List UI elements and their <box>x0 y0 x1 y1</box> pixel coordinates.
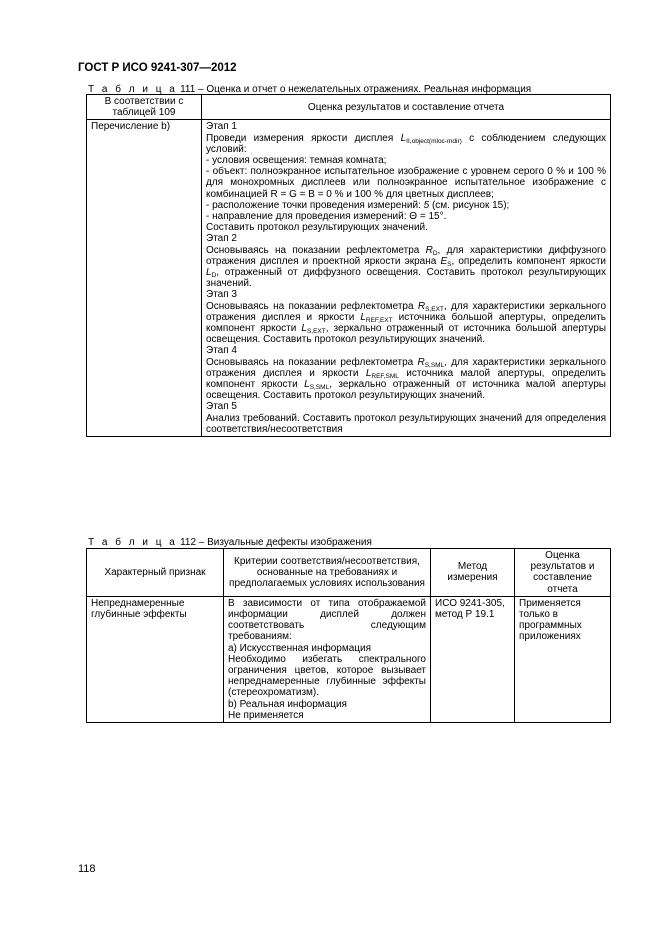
stage-5-title: Этап 5 <box>206 401 237 413</box>
feature-cell: Непреднамеренные глубинные эффекты <box>87 596 224 722</box>
stage-4-title: Этап 4 <box>206 345 237 357</box>
condition-lighting: - условия освещения: темная комната; <box>206 155 387 167</box>
table-header-row <box>87 549 611 597</box>
col-header-assessment: Оценка результатов и составление отчета <box>515 549 611 597</box>
criteria-a-text: Необходимо избегать спектрального ограничения цветов, которое вызывает непреднамеренные глубинные эффекты (стереохроматизм). <box>228 653 426 699</box>
col-header-criteria: Критерии соответствия/несоответствия, основанные на требованиях и предполагаемых условиях использования <box>224 549 431 597</box>
table-111 <box>86 94 611 437</box>
stage-4-text: Основываясь на показании рефлектометра $R_{S,SML}$, для характеристики зеркального отражения дисплея и яркости $L_{REF,SML}$ источника малой апертуры, определить компонент яркости $L_{S,SML}$, зеркально отраженный от источника малой апертуры освещения. Составить протокол результирующих значений. <box>206 356 606 402</box>
table-header-row <box>87 95 611 120</box>
stage-5-text: Анализ требований. Составить протокол результирующих значений для определения соответствия/несоответствия <box>206 412 606 435</box>
assessment-cell <box>202 120 611 437</box>
stage-1-text: Проведи измерения яркости дисплея $L_{II,object(mloc-mdir)}$ с соблюдением следующих условий: <box>206 132 607 155</box>
col-header-feature: Характерный признак <box>87 549 224 597</box>
assessment-cell: Применяется только в программных приложениях <box>515 596 611 722</box>
stage-1-report: Составить протокол результирующих значений. <box>206 222 428 234</box>
criteria-a-title: a) Искусственная информация <box>228 642 371 654</box>
document-header: ГОСТ Р ИСО 9241-307—2012 <box>78 62 237 74</box>
criteria-intro: В зависимости от типа отображаемой информации дисплей должен соответствовать следующим требованиям: <box>228 597 426 643</box>
col-header-assessment: Оценка результатов и составление отчета <box>202 95 611 120</box>
condition-direction: - направление для проведения измерений: Θ = 15°. <box>206 211 447 223</box>
col-header-method: Метод измерения <box>431 549 515 597</box>
stage-1-title: Этап 1 <box>206 121 237 133</box>
criteria-cell <box>224 596 431 722</box>
page-number: 118 <box>78 863 96 875</box>
stage-3-title: Этап 3 <box>206 289 237 301</box>
stage-2-title: Этап 2 <box>206 233 237 245</box>
col-header-reference: В соответствии с таблицей 109 <box>87 95 202 120</box>
table-111-caption: Т а б л и ц а 111 – Оценка и отчет о нежелательных отражениях. Реальная информация <box>88 84 532 95</box>
row-label: Перечисление b) <box>87 120 202 437</box>
condition-object: - объект: полноэкранное испытательное изображение с уровнем серого 0 % и 100 % для монохромных дисплеев или полноэкранное испытательное изображение с комбинацией R = G = B = 0 % и 100 % для цветных дисплеев; <box>206 166 606 200</box>
stage-2-text: Основываясь на показании рефлектометра $R_D$, для характеристики диффузного отражения дисплея и проектной яркости экрана $E_S$, определить компонент яркости $L_D$, отраженный от диффузного освещения. Составить протокол результирующих значений. <box>206 244 607 290</box>
criteria-b-text: Не применяется <box>228 709 304 721</box>
table-112 <box>86 548 611 723</box>
table-row <box>87 596 611 722</box>
table-row <box>87 120 611 437</box>
condition-location: - расположение точки проведения измерений: 5 (см. рисунок 15); <box>206 199 510 211</box>
criteria-b-title: b) Реальная информация <box>228 698 347 710</box>
stage-3-text: Основываясь на показании рефлектометра $R_{S,EXT}$, для характеристики зеркального отражения дисплея и яркости $L_{REF,EXT}$ источника большой апертуры, определить компонент яркости $L_{S,EXT}$, зеркально отраженный от источника большой апертуры освещения. Составить протокол результирующих значений. <box>206 300 607 346</box>
table-112-caption: Т а б л и ц а 112 – Визуальные дефекты изображения <box>88 537 372 548</box>
method-cell: ИСО 9241-305, метод Р 19.1 <box>431 596 515 722</box>
